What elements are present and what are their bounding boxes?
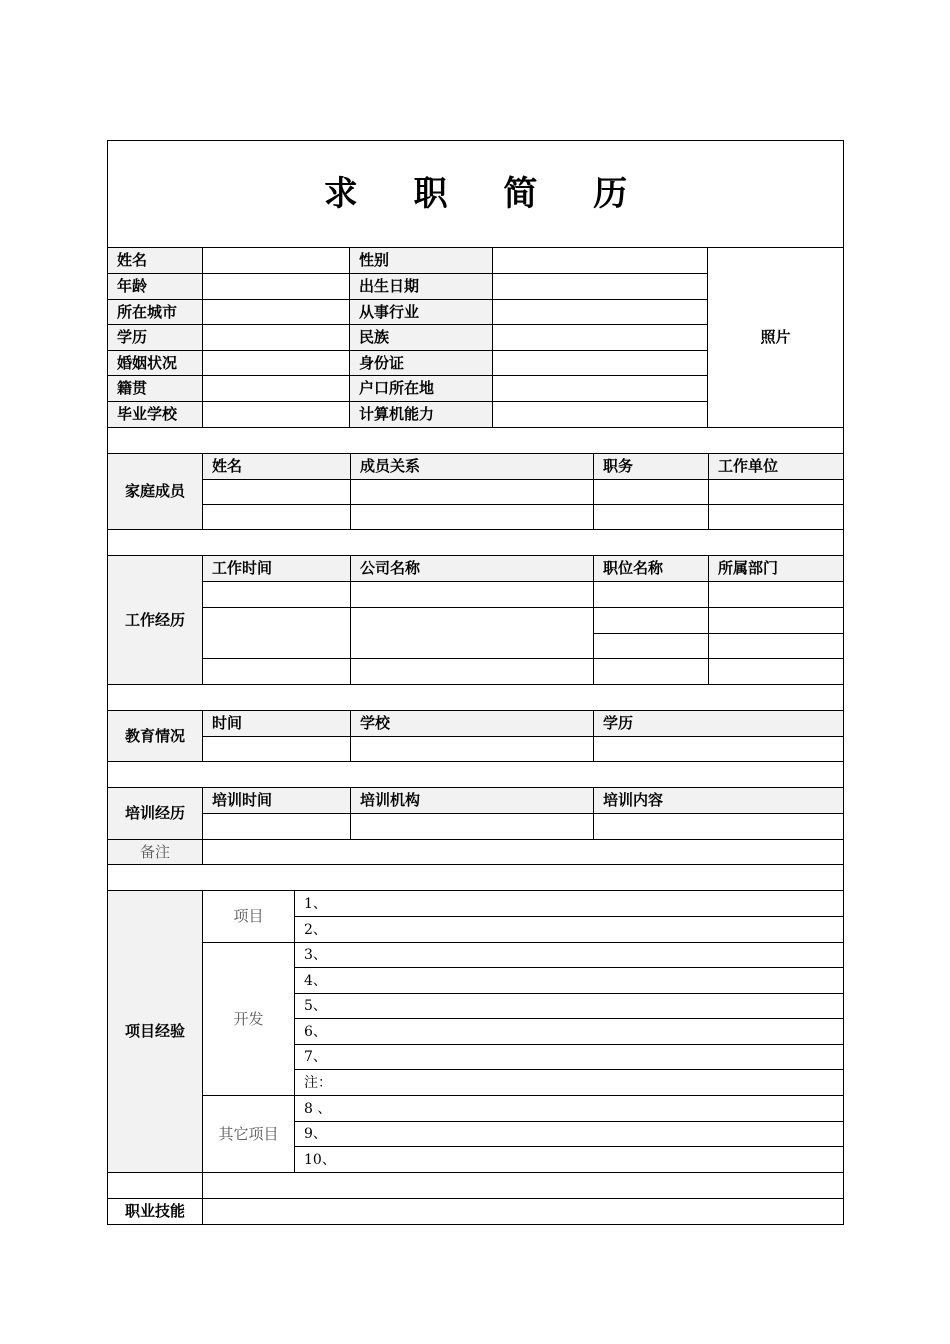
education-cell[interactable] [202, 736, 351, 762]
label-native-place: 籍贯 [107, 375, 203, 402]
label-city: 所在城市 [107, 299, 203, 325]
value-ethnicity[interactable] [492, 324, 708, 351]
label-school: 毕业学校 [107, 401, 203, 428]
spacer-row [107, 864, 844, 891]
value-native-place[interactable] [202, 375, 350, 402]
skills-value[interactable] [202, 1198, 844, 1225]
work-cell[interactable] [708, 658, 844, 685]
value-id-card[interactable] [492, 350, 708, 376]
project-group-label: 项目 [202, 890, 295, 943]
work-cell[interactable] [202, 607, 351, 659]
education-header-school: 学校 [350, 710, 594, 737]
work-header-time: 工作时间 [202, 555, 351, 582]
value-education-level[interactable] [202, 324, 350, 351]
work-cell[interactable] [708, 607, 844, 634]
training-cell[interactable] [593, 813, 844, 840]
photo-label: 照片 [760, 328, 791, 346]
value-city[interactable] [202, 299, 350, 325]
label-marital-status: 婚姻状况 [107, 350, 203, 376]
value-computer-skill[interactable] [492, 401, 708, 428]
page-title: 求 职 简 历 [323, 174, 650, 214]
work-header-title: 职位名称 [593, 555, 709, 582]
label-education-level: 学历 [107, 324, 203, 351]
project-item[interactable]: 5、 [294, 993, 844, 1019]
label-name: 姓名 [107, 247, 203, 274]
project-group-label: 开发 [202, 942, 295, 1096]
work-cell[interactable] [350, 658, 594, 685]
project-note[interactable]: 注： [294, 1069, 844, 1096]
label-computer-skill: 计算机能力 [349, 401, 493, 428]
value-age[interactable] [202, 273, 350, 300]
education-cell[interactable] [350, 736, 594, 762]
label-hukou: 户口所在地 [349, 375, 493, 402]
value-birthdate[interactable] [492, 273, 708, 300]
project-item[interactable]: 1、 [294, 890, 844, 917]
label-id-card: 身份证 [349, 350, 493, 376]
education-header-time: 时间 [202, 710, 351, 737]
spacer-row [107, 427, 844, 454]
blank-value-cell[interactable] [202, 1172, 844, 1199]
family-cell[interactable] [708, 479, 844, 505]
resume-form [107, 140, 844, 1225]
work-cell[interactable] [593, 633, 709, 659]
project-item[interactable]: 8 、 [294, 1095, 844, 1122]
training-header-institution: 培训机构 [350, 787, 594, 814]
work-cell[interactable] [593, 607, 709, 634]
project-group-label: 其它项目 [202, 1095, 295, 1173]
title-cell [107, 140, 844, 248]
project-item[interactable]: 10、 [294, 1146, 844, 1173]
photo-box[interactable] [707, 247, 844, 428]
work-cell[interactable] [350, 581, 594, 608]
project-item[interactable]: 4、 [294, 967, 844, 994]
work-cell[interactable] [350, 607, 594, 659]
label-ethnicity: 民族 [349, 324, 493, 351]
family-cell[interactable] [350, 504, 594, 530]
work-header-department: 所属部门 [708, 555, 844, 582]
training-cell[interactable] [202, 813, 351, 840]
family-cell[interactable] [593, 479, 709, 505]
training-section-label: 培训经历 [107, 787, 203, 840]
education-cell[interactable] [593, 736, 844, 762]
training-cell[interactable] [350, 813, 594, 840]
remark-value[interactable] [202, 839, 844, 865]
project-item[interactable]: 2、 [294, 916, 844, 943]
work-cell[interactable] [202, 658, 351, 685]
work-cell[interactable] [708, 581, 844, 608]
project-item[interactable]: 9、 [294, 1121, 844, 1147]
remark-label: 备注 [107, 839, 203, 865]
projects-section-label: 项目经验 [107, 890, 203, 1173]
family-section-label: 家庭成员 [107, 453, 203, 530]
project-item[interactable]: 3、 [294, 942, 844, 968]
value-gender[interactable] [492, 247, 708, 274]
work-cell[interactable] [593, 658, 709, 685]
blank-label-cell [107, 1172, 203, 1199]
spacer-row [107, 761, 844, 788]
work-header-company: 公司名称 [350, 555, 594, 582]
family-cell[interactable] [708, 504, 844, 530]
value-school[interactable] [202, 401, 350, 428]
value-name[interactable] [202, 247, 350, 274]
project-item[interactable]: 6、 [294, 1018, 844, 1045]
label-age: 年龄 [107, 273, 203, 300]
family-header-name: 姓名 [202, 453, 351, 480]
work-section-label: 工作经历 [107, 555, 203, 685]
label-industry: 从事行业 [349, 299, 493, 325]
work-cell[interactable] [202, 581, 351, 608]
family-cell[interactable] [593, 504, 709, 530]
skills-label: 职业技能 [107, 1198, 203, 1225]
value-industry[interactable] [492, 299, 708, 325]
family-cell[interactable] [202, 504, 351, 530]
label-birthdate: 出生日期 [349, 273, 493, 300]
work-cell[interactable] [708, 633, 844, 659]
family-header-position: 职务 [593, 453, 709, 480]
label-gender: 性别 [349, 247, 493, 274]
training-header-time: 培训时间 [202, 787, 351, 814]
spacer-row [107, 529, 844, 556]
work-cell[interactable] [593, 581, 709, 608]
value-hukou[interactable] [492, 375, 708, 402]
family-header-employer: 工作单位 [708, 453, 844, 480]
education-section-label: 教育情况 [107, 710, 203, 762]
project-item[interactable]: 7、 [294, 1044, 844, 1070]
value-marital-status[interactable] [202, 350, 350, 376]
family-cell[interactable] [350, 479, 594, 505]
family-header-relation: 成员关系 [350, 453, 594, 480]
family-cell[interactable] [202, 479, 351, 505]
spacer-row [107, 684, 844, 711]
education-header-degree: 学历 [593, 710, 844, 737]
training-header-content: 培训内容 [593, 787, 844, 814]
